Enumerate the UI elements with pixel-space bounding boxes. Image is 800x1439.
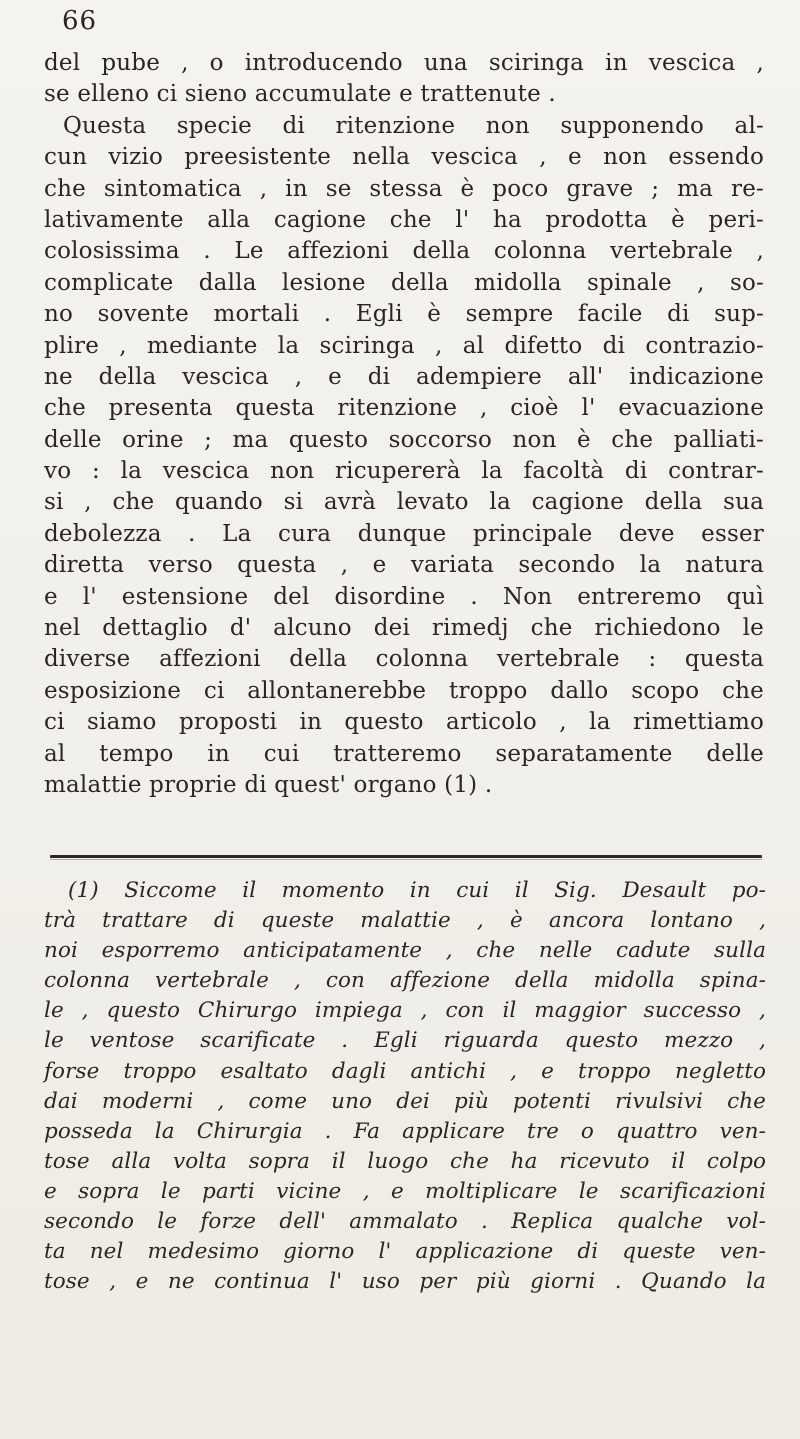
footnote-line: ta nel medesimo giorno l' applicazione di queste ven-	[44, 1239, 766, 1265]
text-line: plire , mediante la sciringa , al difetto di contrazio-	[44, 332, 764, 359]
footnote-divider	[50, 855, 762, 858]
text-line: debolezza . La cura dunque principale deve esser	[44, 520, 764, 547]
text-line: diretta verso questa , e variata secondo la natura	[44, 552, 764, 579]
footnote-line: noi esporremo anticipatamente , che nelle cadute sulla	[44, 938, 766, 964]
text-line: malattie proprie di quest' organo (1) .	[44, 771, 493, 798]
footnote-line: trà trattare di queste malattie , è ancora lontano ,	[44, 908, 766, 934]
text-line: e l' estensione del disordine . Non entreremo quì	[44, 583, 764, 610]
footnote-line: secondo le forze dell' ammalato . Replica qualche vol-	[44, 1209, 766, 1235]
text-line: del pube , o introducendo una sciringa in vescica ,	[44, 50, 764, 76]
footnote-line: colonna vertebrale , con affezione della midolla spina-	[44, 968, 766, 994]
text-line: colosissima . Le affezioni della colonna vertebrale ,	[44, 238, 764, 265]
text-line: lativamente alla cagione che l' ha prodotta è peri-	[44, 206, 764, 233]
footnote-line: e sopra le parti vicine , e moltiplicare le scarificazioni	[44, 1178, 766, 1204]
footnote-line: tose alla volta sopra il luogo che ha ricevuto il colpo	[44, 1148, 766, 1174]
text-line: nel dettaglio d' alcuno dei rimedj che richiedono le	[44, 615, 764, 642]
text-line: vo : la vescica non ricupererà la facoltà di contrar-	[44, 458, 764, 485]
text-line: ne della vescica , e di adempiere all' indicazione	[44, 363, 764, 390]
text-line: delle orine ; ma questo soccorso non è che palliati-	[44, 426, 764, 453]
text-line: Questa specie di ritenzione non supponendo al-	[63, 112, 764, 139]
text-line: ci siamo proposti in questo articolo , la rimettiamo	[44, 709, 764, 736]
text-line: diverse affezioni della colonna vertebrale : questa	[44, 646, 764, 673]
text-line: che presenta questa ritenzione , cioè l' evacuazione	[44, 395, 764, 422]
text-line: se elleno ci sieno accumulate e trattenute .	[44, 81, 556, 108]
footnote-line: tose , e ne continua l' uso per più giorni . Quando la	[44, 1269, 766, 1295]
footnote	[44, 876, 766, 1297]
text-line: no sovente mortali . Egli è sempre facile di sup-	[44, 301, 764, 328]
text-line: al tempo in cui tratteremo separatamente delle	[44, 740, 764, 767]
text-line: cun vizio preesistente nella vescica , e non essendo	[44, 144, 764, 171]
footnote-line: le , questo Chirurgo impiega , con il maggior successo ,	[44, 998, 766, 1024]
text-line: che sintomatica , in se stessa è poco grave ; ma re-	[44, 175, 764, 202]
footnote-line: forse troppo esaltato dagli antichi , e troppo negletto	[44, 1058, 766, 1084]
main-text	[44, 48, 764, 801]
footnote-line: posseda la Chirurgia . Fa applicare tre o quattro ven-	[44, 1118, 766, 1144]
text-line: complicate dalla lesione della midolla spinale , so-	[44, 269, 764, 296]
page-number: 66	[62, 6, 98, 36]
footnote-line: le ventose scarificate . Egli riguarda questo mezzo ,	[44, 1028, 766, 1054]
text-line: esposizione ci allontanerebbe troppo dallo scopo che	[44, 677, 764, 704]
footnote-line: dai moderni , come uno dei più potenti rivulsivi che	[44, 1088, 766, 1114]
footnote-line: (1) Siccome il momento in cui il Sig. Desault po-	[68, 878, 766, 903]
text-line: si , che quando si avrà levato la cagione della sua	[44, 489, 764, 516]
